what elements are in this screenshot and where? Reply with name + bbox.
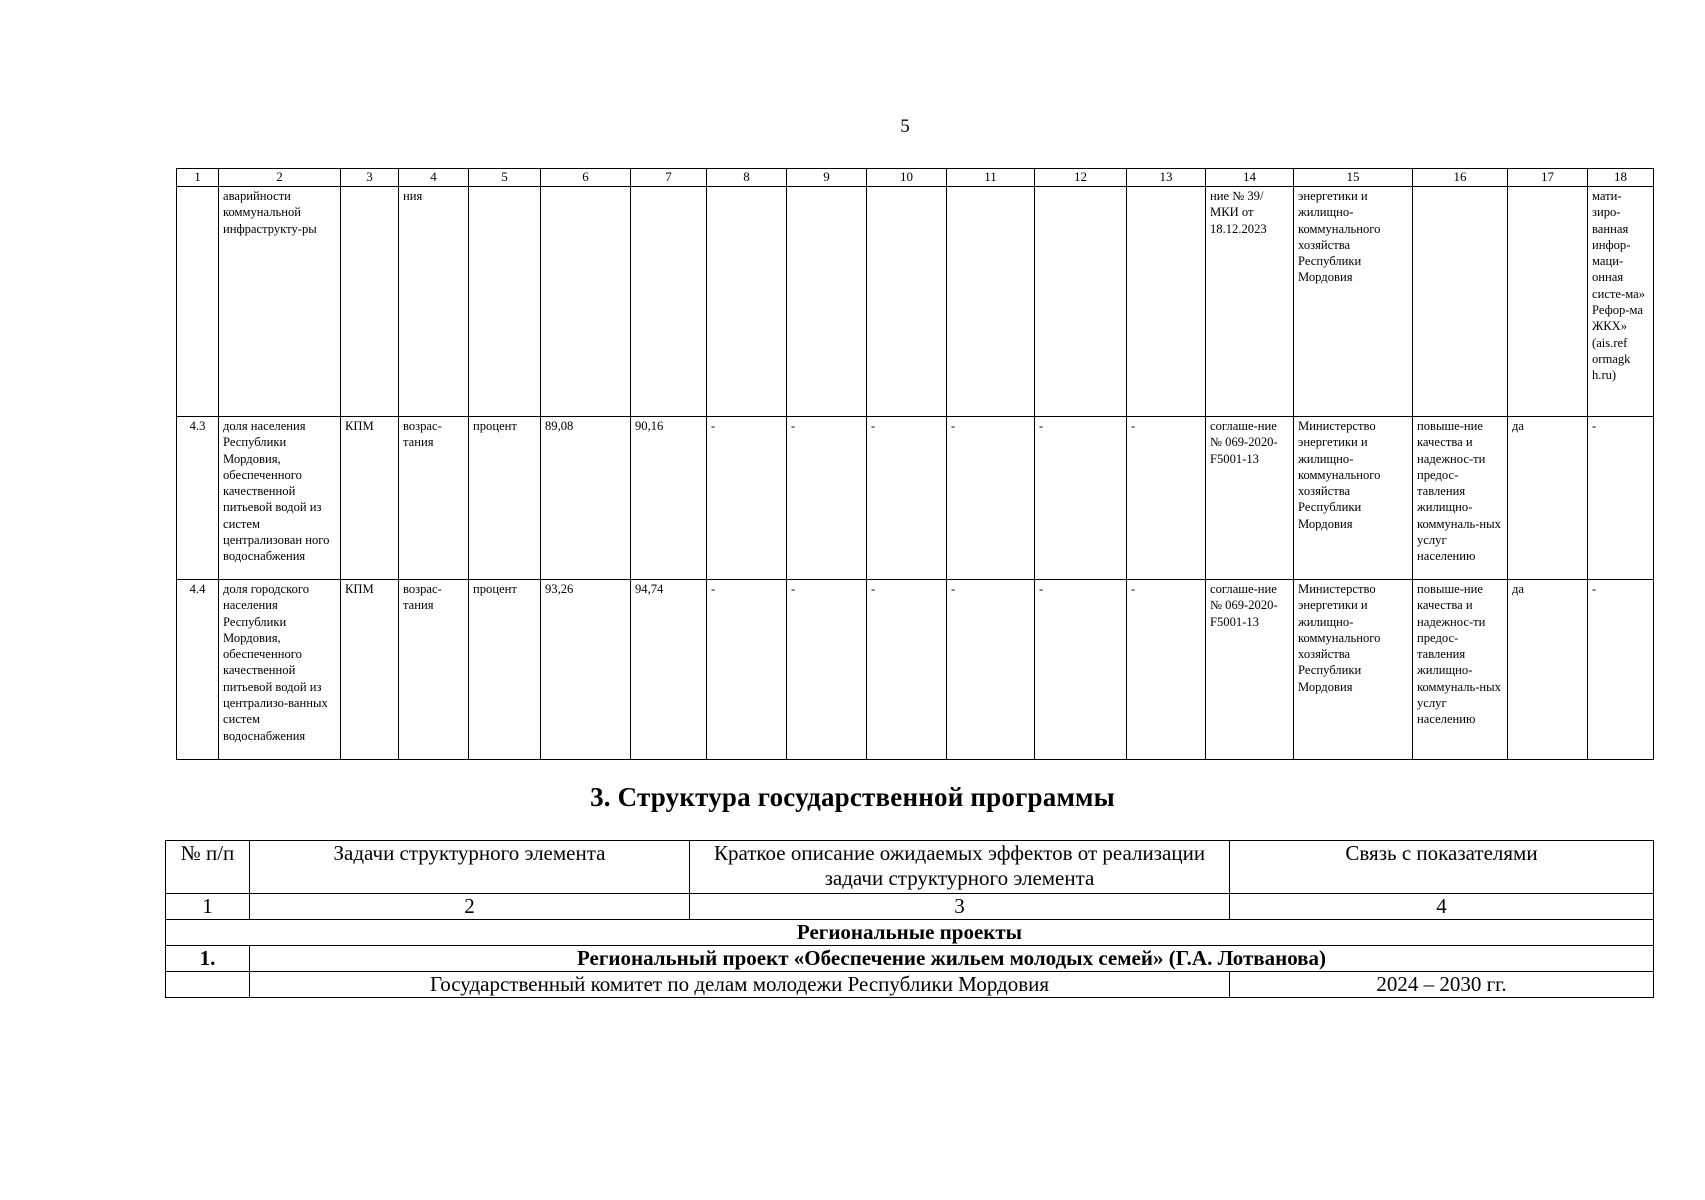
cell-flag: да	[1508, 417, 1588, 580]
header-number: № п/п	[166, 841, 250, 894]
cell-value: -	[947, 417, 1035, 580]
cell-info-system: -	[1588, 417, 1654, 580]
responsible-body: Государственный комитет по делам молодежи Республики Мордовия	[250, 972, 1230, 998]
cell-info-system: -	[1588, 580, 1654, 760]
col-header: 3	[341, 169, 399, 187]
col-header: 4	[399, 169, 469, 187]
cell-document: ние № 39/МКИ от 18.12.2023	[1206, 187, 1294, 417]
indicators-header-row	[177, 169, 1654, 187]
cell-level: КПМ	[341, 417, 399, 580]
header-indicators-link: Связь с показателями	[1230, 841, 1654, 894]
cell-level: КПМ	[341, 580, 399, 760]
cell-value	[1035, 187, 1127, 417]
cell-unit: процент	[469, 580, 541, 760]
col-header: 6	[541, 169, 631, 187]
col-header: 11	[947, 169, 1035, 187]
cell-trend: возрас-тания	[399, 580, 469, 760]
cell-document: соглаше-ние № 069-2020-F5001-13	[1206, 417, 1294, 580]
cell-trend: ния	[399, 187, 469, 417]
cell-number: 4.4	[177, 580, 219, 760]
col-header: 16	[1413, 169, 1508, 187]
table-row	[177, 417, 1654, 580]
cell-link	[1413, 187, 1508, 417]
cell-value	[631, 187, 707, 417]
cell-link: повыше-ние качества и надежнос-ти предос-тавления жилищно-коммуналь-ных услуг населению	[1413, 417, 1508, 580]
col-header: 5	[469, 169, 541, 187]
cell-value: -	[707, 417, 787, 580]
cell-value: -	[947, 580, 1035, 760]
page-number: 5	[900, 116, 910, 137]
col-header: 8	[707, 169, 787, 187]
numbering-cell: 1	[166, 894, 250, 920]
cell-responsible: энергетики и жилищно-коммунального хозяйства Республики Мордовия	[1294, 187, 1413, 417]
col-header: 9	[787, 169, 867, 187]
col-header: 1	[177, 169, 219, 187]
cell-indicator-name: доля городского населения Республики Мордовия, обеспеченного качественной питьевой водой из централизо-ванных систем водоснабжения	[219, 580, 341, 760]
cell-value: -	[707, 580, 787, 760]
structure-table	[165, 840, 1654, 998]
cell-link: повыше-ние качества и надежнос-ти предос-тавления жилищно-коммуналь-ных услуг населению	[1413, 580, 1508, 760]
cell-value: 89,08	[541, 417, 631, 580]
header-tasks: Задачи структурного элемента	[250, 841, 690, 894]
responsible-row	[166, 972, 1654, 998]
cell-value: -	[867, 580, 947, 760]
indicators-table	[176, 168, 1654, 760]
numbering-cell: 2	[250, 894, 690, 920]
cell-unit: процент	[469, 417, 541, 580]
table-row	[177, 580, 1654, 760]
cell-flag	[1508, 187, 1588, 417]
cell-responsible: Министерство энергетики и жилищно-коммунального хозяйства Республики Мордовия	[1294, 417, 1413, 580]
cell-value: -	[1035, 580, 1127, 760]
cell-flag: да	[1508, 580, 1588, 760]
cell-value	[947, 187, 1035, 417]
cell-trend: возрас-тания	[399, 417, 469, 580]
cell-value: -	[1127, 580, 1206, 760]
cell-number: 4.3	[177, 417, 219, 580]
col-header: 17	[1508, 169, 1588, 187]
cell-value: -	[787, 417, 867, 580]
cell-indicator-name: аварийности коммунальной инфраструкту-ры	[219, 187, 341, 417]
cell-number	[177, 187, 219, 417]
col-header: 14	[1206, 169, 1294, 187]
cell-value: -	[787, 580, 867, 760]
project-title: Региональный проект «Обеспечение жильем молодых семей» (Г.А. Лотванова)	[250, 946, 1654, 972]
cell-value: -	[1035, 417, 1127, 580]
cell-value	[867, 187, 947, 417]
empty-cell	[166, 972, 250, 998]
numbering-cell: 3	[690, 894, 1230, 920]
section-row	[166, 920, 1654, 946]
cell-value: 90,16	[631, 417, 707, 580]
structure-header-row	[166, 841, 1654, 894]
cell-indicator-name: доля населения Республики Мордовия, обеспеченного качественной питьевой водой из систем централизован ного водоснабжения	[219, 417, 341, 580]
cell-value: -	[1127, 417, 1206, 580]
cell-unit	[469, 187, 541, 417]
cell-value	[787, 187, 867, 417]
cell-level	[341, 187, 399, 417]
cell-value: -	[867, 417, 947, 580]
numbering-cell: 4	[1230, 894, 1654, 920]
header-effects: Краткое описание ожидаемых эффектов от реализации задачи структурного элемента	[690, 841, 1230, 894]
structure-numbering-row	[166, 894, 1654, 920]
cell-value: 93,26	[541, 580, 631, 760]
col-header: 15	[1294, 169, 1413, 187]
section-title: 3. Структура государственной программы	[590, 782, 1115, 812]
table-row	[177, 187, 1654, 417]
cell-value	[707, 187, 787, 417]
col-header: 12	[1035, 169, 1127, 187]
cell-value: 94,74	[631, 580, 707, 760]
col-header: 2	[219, 169, 341, 187]
project-number: 1.	[166, 946, 250, 972]
cell-value	[541, 187, 631, 417]
implementation-period: 2024 – 2030 гг.	[1230, 972, 1654, 998]
cell-value	[1127, 187, 1206, 417]
section-label: Региональные проекты	[166, 920, 1654, 946]
cell-responsible: Министерство энергетики и жилищно-коммунального хозяйства Республики Мордовия	[1294, 580, 1413, 760]
col-header: 18	[1588, 169, 1654, 187]
col-header: 13	[1127, 169, 1206, 187]
cell-info-system: мати-зиро-ванная инфор-маци-онная систе-ма» Рефор-ма ЖКХ» (ais.ref ormagk h.ru)	[1588, 187, 1654, 417]
cell-document: соглаше-ние № 069-2020-F5001-13	[1206, 580, 1294, 760]
col-header: 7	[631, 169, 707, 187]
project-row	[166, 946, 1654, 972]
col-header: 10	[867, 169, 947, 187]
